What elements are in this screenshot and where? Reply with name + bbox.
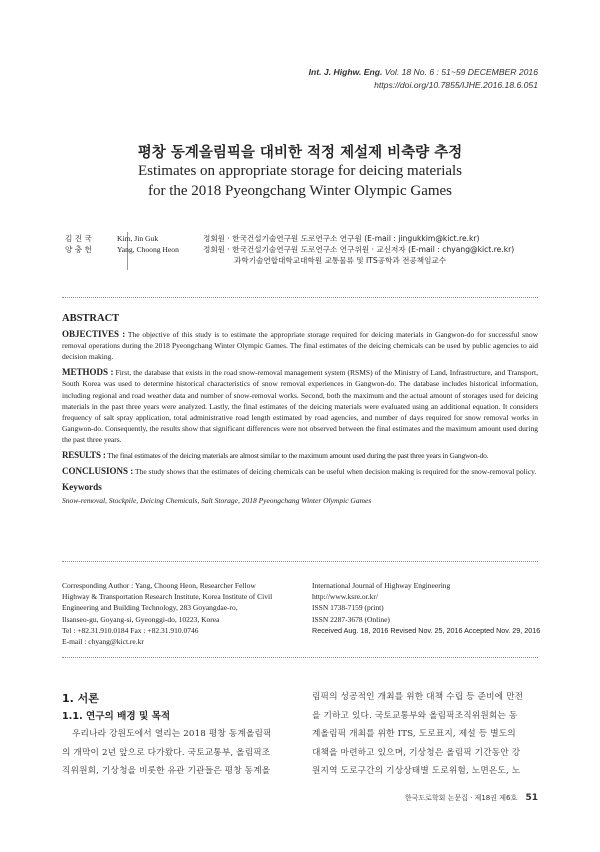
journal-name: International Journal of Highway Engineering [312, 581, 451, 590]
issn-online: ISSN 2287-3678 (Online) [312, 614, 390, 624]
corr-line: Corresponding Author : Yang, Choong Heon, Researcher Fellow [62, 581, 256, 590]
author-affiliation-secondary: 과학기술연합대학교대학원 교통물류 및 ITS공학과 전공책임교수 [234, 256, 447, 265]
subsection-heading-background: 1.1. 연구의 배경 및 목적 [62, 711, 171, 722]
objectives-text: The objective of this study is to estimate the appropriate storage required for deicing materials in Gangwon-do for successful snow removal operations during the 2018 Pyeongchang Winter Olympic Games. The final estimates of the deicing chemicals can be used by public agencies to aid decision making. [62, 330, 538, 362]
abstract-objectives [62, 329, 538, 362]
page-footer [405, 793, 538, 803]
corr-line: Engineering and Building Technology, 283 Goyangdae-ro, [62, 603, 238, 613]
journal-abbreviation: Int. J. Highw. Eng. [308, 67, 383, 77]
footer-journal: 한국도로학회 논문집 · 제18권 제6호 [404, 794, 518, 802]
author-english-name: Kim, Jin Guk [117, 234, 159, 243]
body-line: 직위원회, 기상청을 비롯한 유관 기관들은 평창 동계올 [62, 766, 271, 777]
abstract-conclusions [62, 466, 538, 477]
section-headings [62, 690, 170, 722]
journal-citation [309, 67, 538, 77]
methods-label: METHODS : [62, 367, 114, 378]
divider [62, 561, 538, 562]
keywords-list: Snow-removal, Stockpile, Deicing Chemicals, Salt Storage, 2018 Pyeongchang Winter Olympic Games [62, 496, 372, 506]
body-line: 의 개막이 2년 앞으로 다가왔다. 국토교통부, 올림픽조 [62, 747, 271, 758]
results-label: RESULTS : [62, 450, 106, 461]
body-line: 을 기하고 있다. 국토교통부와 올림픽조직위원회는 동 [312, 710, 518, 721]
corr-line: Highway & Transportation Research Institute, Korea Institute of Civil [62, 592, 273, 602]
body-line: 대책을 마련하고 있으며, 기상청은 올림픽 기간동안 강 [312, 747, 521, 758]
corr-line: Tel : +82.31.910.0184 Fax : +82.31.910.0746 [62, 625, 199, 635]
korean-title: 평창 동계올림픽을 대비한 적정 제설제 비축량 추정 [137, 145, 463, 161]
author-korean-name: 김 진 국 [65, 234, 92, 243]
abstract-results [62, 450, 538, 461]
conclusions-text: The study shows that the estimates of deicing chemicals can be useful when decision making is required for the snow-removal policy. [135, 467, 537, 477]
page-number: 51 [525, 793, 538, 803]
keywords-heading: Keywords [62, 482, 102, 493]
author-english-name: Yang, Choong Heon [117, 245, 179, 254]
english-title-line-2: for the 2018 Pyeongchang Winter Olympic Games [147, 183, 453, 199]
divider [62, 657, 538, 658]
doi-link[interactable]: https://doi.org/10.7855/IJHE.2016.18.6.051 [374, 80, 538, 90]
volume-info: Vol. 18 No. 6 : 51~59 DECEMBER 2016 [384, 67, 538, 77]
corresponding-author-block [62, 580, 312, 647]
author-korean-name: 양 충 헌 [65, 245, 92, 254]
issn-print: ISSN 1738-7159 (print) [312, 603, 384, 613]
body-column-left [62, 725, 292, 781]
journal-url[interactable]: http://www.ksre.or.kr/ [312, 592, 378, 602]
journal-info-block [312, 580, 542, 636]
abstract-methods [62, 367, 538, 445]
section-heading-introduction: 1. 서론 [62, 692, 99, 705]
conclusions-label: CONCLUSIONS : [62, 466, 134, 477]
corr-line: Ilsanseo-gu, Goyang-si, Gyeonggi-do, 10223, Korea [62, 614, 220, 624]
submission-dates: Received Aug. 18, 2016 Revised Nov. 25, 2016 Accepted Nov. 29, 2016 [312, 625, 541, 635]
body-line: 림픽의 성공적인 개최를 위한 대책 수립 등 준비에 만전 [312, 692, 524, 702]
english-title-line-1: Estimates on appropriate storage for deicing materials [137, 163, 463, 179]
body-line: 우리나라 강원도에서 열리는 2018 평창 동계올림픽 [72, 729, 272, 739]
abstract-heading: ABSTRACT [62, 313, 120, 324]
abstract-section [62, 313, 538, 506]
results-text: The final estimates of the deicing materials are almost similar to the maximum amount used during the past three years in Gangwon-do. [107, 451, 489, 461]
body-line: 원지역 도로구간의 기상상태별 도로위험, 노면온도, 노 [312, 766, 521, 777]
corr-email[interactable]: E-mail : chyang@kict.re.kr [62, 637, 144, 647]
objectives-label: OBJECTIVES : [62, 329, 126, 340]
body-line: 계올림픽 개최를 위한 ITS, 도로표지, 제설 등 별도의 [312, 729, 516, 740]
body-column-right [312, 688, 542, 781]
divider [62, 297, 538, 298]
methods-text: First, the database that exists in the road snow-removal management system (RSMS) of the Ministry of Land, Infrastructure, and Transport, South Korea was used to determine historical characteristics of snow removal experiences in Gangwon-do. The database includes historical information, including regional and road weather data and number of snow-removal works. Second, both the maximum and the actual amount of storages used for deicing materials in the past three years were analyzed. Lastly, the final estimates of the deicing materials were evaluated using an additional equation. It considers frequency of salt spray application, total administrative road length estimated by road agencies, and number of days required for snow removal works in Gangwon-do. Consequently, the results show that significant differences were not observed between the final estimates and the maximum amount used during the past three years. [62, 368, 539, 444]
author-affiliation: 정회원 · 한국건설기술연구원 도로연구소 연구원 (E-mail : jingukkim@kict.re.kr) [203, 234, 480, 243]
author-affiliation: 정회원 · 한국건설기술연구원 도로연구소 연구위원 · 교신저자 (E-mail : chyang@kict.re.kr) [203, 245, 515, 254]
